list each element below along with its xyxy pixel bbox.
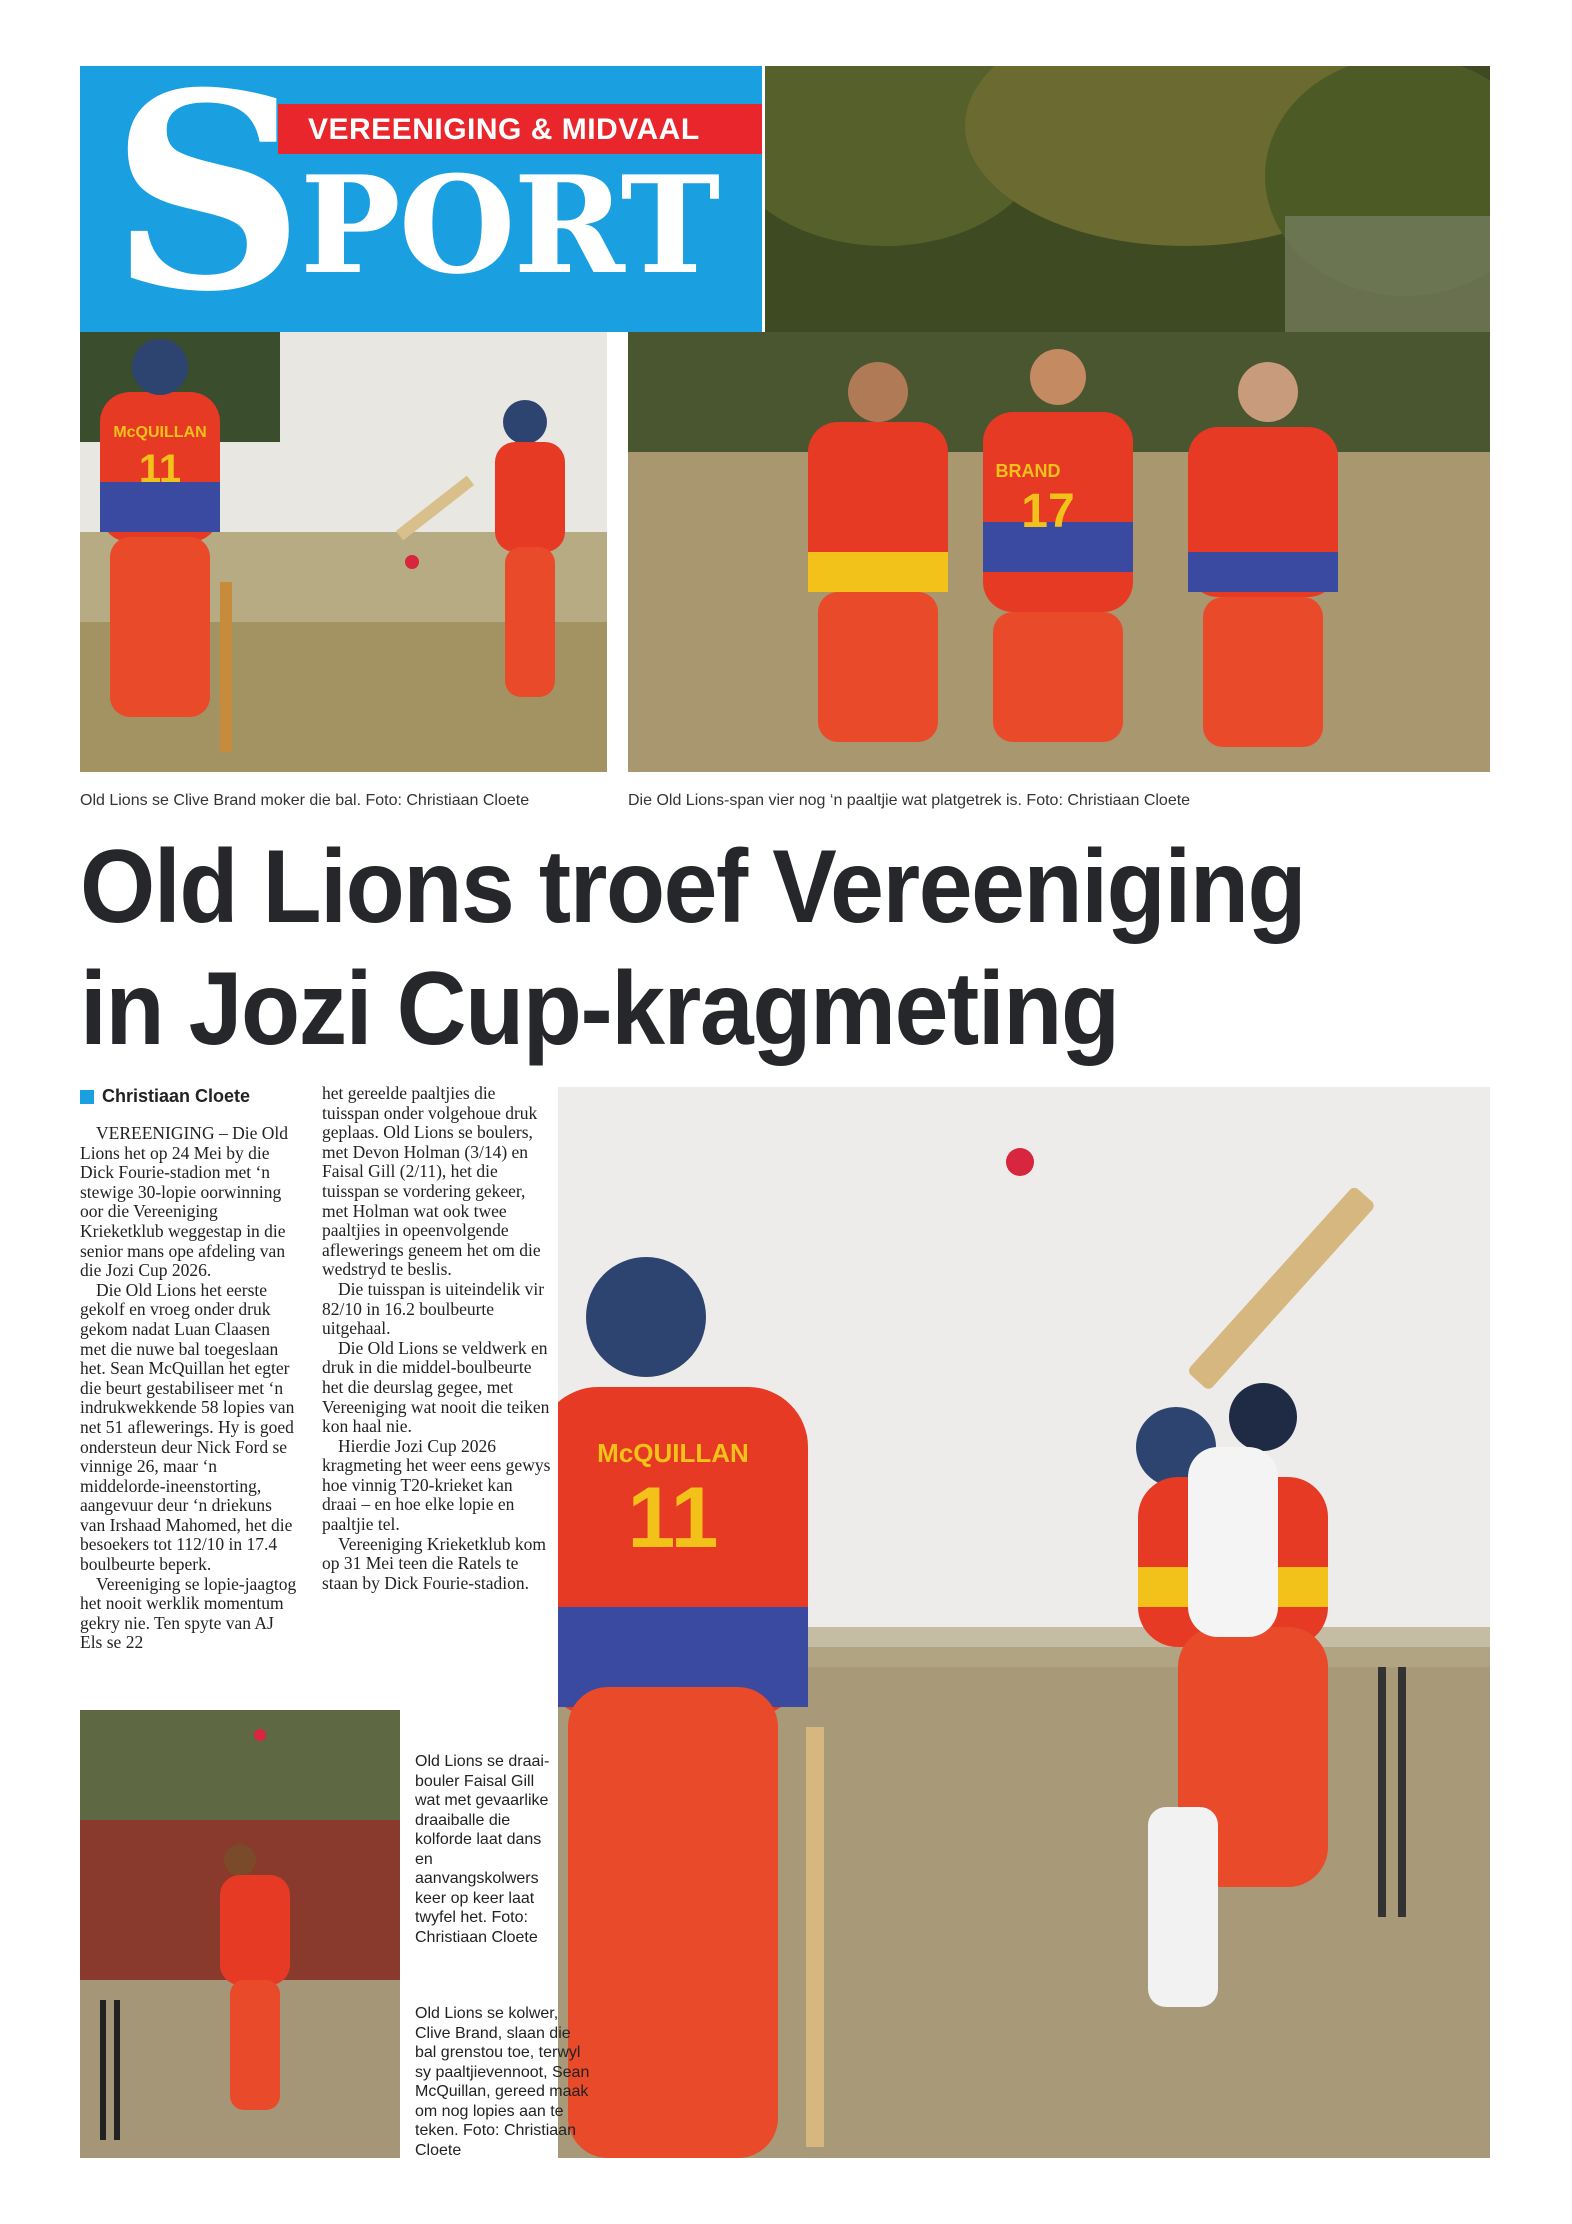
photo-bowler <box>80 1710 400 2158</box>
col2-paragraph: het gereelde paaltjies die tuisspan onder volgehoue druk geplaas. Old Lions se boulers, met Devon Holman (3/14) en Faisal Gill (2/11), het die tuisspan se vordering gekeer, met Holman wat ook twee paaltjies in opeenvolgende aflewerings geneem het om die wedstryd te beslis. <box>322 1083 541 1280</box>
col1-paragraph: Vereeniging se lopie-jaagtog het nooit werklik momentum gekry nie. Ten spyte van AJ Els se 22 <box>80 1573 297 1653</box>
jersey-number-brand: 17 <box>1021 485 1075 538</box>
col2-paragraph: Vereeniging Krieketklub kom op 31 Mei teen die Ratels te staan by Dick Fourie-stadion. <box>322 1533 547 1593</box>
photo-batsman-small <box>80 332 607 772</box>
jersey-name-main: McQUILLAN <box>597 1438 749 1468</box>
headline-line-1: Old Lions troef Vereeniging <box>80 829 1306 945</box>
byline <box>80 1086 250 1107</box>
col1-paragraph: VEREENIGING – Die Old Lions het op 24 Mei by die Dick Fourie-stadion met ‘n stewige 30-lopie oorwinning oor die Vereeniging Krieketklub weggestap in die senior mans ope afdeling van die Jozi Cup 2026. <box>80 1123 288 1281</box>
col2-paragraph: Die Old Lions se veldwerk en druk in die middel-boulbeurte het die deurslag gegee, met Vereeniging wat nooit die teiken kon haal nie. <box>322 1337 550 1437</box>
article-headline <box>80 826 1401 1070</box>
photo-celebration <box>765 66 1490 332</box>
caption-celebration: Die Old Lions-span vier nog ‘n paaltjie wat platgetrek is. Foto: Christiaan Cloete <box>628 792 1191 809</box>
jersey-number-small: 11 <box>138 447 182 491</box>
byline-author: Christiaan Cloete <box>102 1086 251 1106</box>
headline-line-2: in Jozi Cup-kragmeting <box>80 951 1119 1067</box>
masthead-title: PORT <box>300 146 719 304</box>
photo-main-batting <box>558 1087 1490 2158</box>
jersey-name-small: McQUILLAN <box>113 424 207 441</box>
col2-paragraph: Hierdie Jozi Cup 2026 kragmeting het weer eens gewys hoe vinnig T20-krieket kan draai – en hoe elke lopie en paaltjie tel. <box>322 1435 551 1535</box>
byline-marker-icon <box>80 1090 94 1104</box>
sport-masthead <box>80 66 762 332</box>
photo-players-celebrating <box>628 332 1490 772</box>
caption-main-photo: Old Lions se kolwer, Clive Brand, slaan die bal grenstou toe, terwyl sy paaltjievennoot, Sean McQuillan, gereed maak om nog lopies aan te teken. Foto: Christiaan Cloete <box>415 2005 590 2159</box>
article-column-2 <box>322 1084 552 1593</box>
region-label: VEREENIGING & MIDVAAL <box>308 113 700 146</box>
caption-bowler: Old Lions se draai-bouler Faisal Gill wat met gevaarlike draaiballe die kolforde laat dans en aanvangskolwers keer op keer laat twyfel het. Foto: Christiaan Cloete <box>415 1753 550 1946</box>
masthead-initial: S <box>110 66 305 332</box>
caption-batsman-small: Old Lions se Clive Brand moker die bal. Foto: Christiaan Cloete <box>80 792 530 809</box>
col2-paragraph: Die tuisspan is uiteindelik vir 82/10 in 16.2 boulbeurte uitgehaal. <box>322 1278 545 1339</box>
col1-paragraph: Die Old Lions het eerste gekolf en vroeg onder druk gekom nadat Luan Claasen met die nuwe bal toegeslaan het. Sean McQuillan het egter die beurt gestabiliseer met ‘n indrukwekkende 58 lopies van net 51 aflewerings. Hy is goed ondersteun deur Nick Ford se vinnige 26, maar ‘n middelorde-ineenstorting, aangevuur deur ‘n driekuns van Irshaad Mahomed, het die besoekers tot 112/10 in 17.4 boulbeurte beperk. <box>80 1279 295 1575</box>
jersey-number-main: 11 <box>627 1470 719 1566</box>
jersey-name-brand: BRAND <box>995 461 1061 481</box>
article-column-1 <box>80 1124 300 1653</box>
